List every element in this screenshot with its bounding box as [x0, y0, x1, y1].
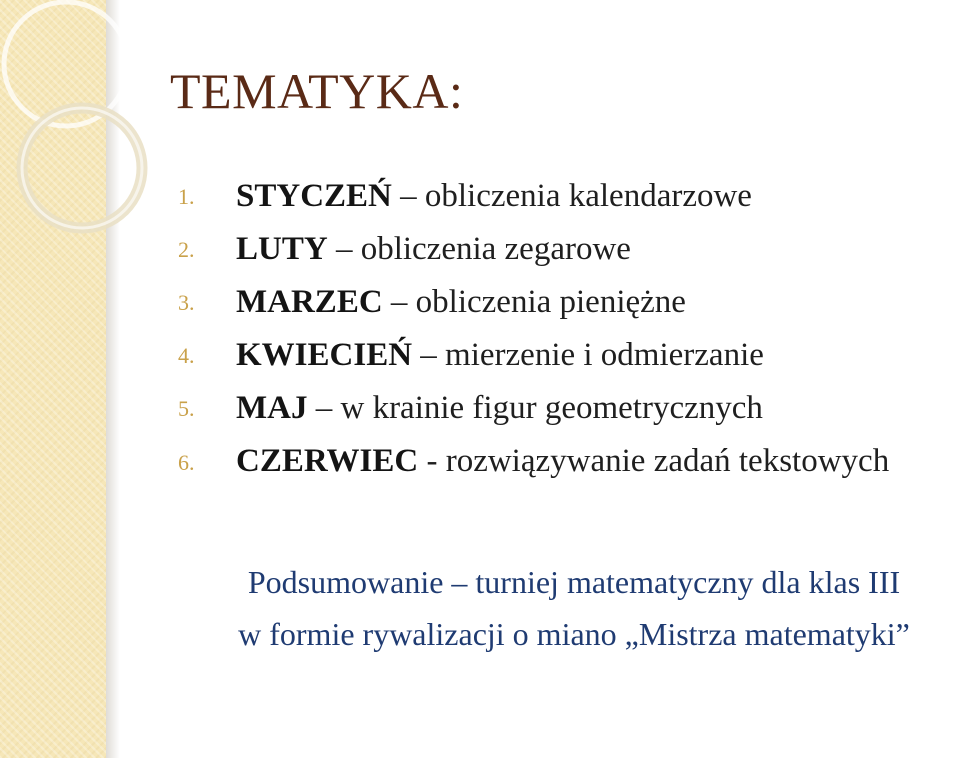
list-item: [178, 276, 948, 329]
summary-line: Podsumowanie – turniej matematyczny dla klas III: [247, 564, 901, 600]
month-name: MAJ: [236, 390, 308, 426]
topic-text: obliczenia kalendarzowe: [424, 178, 752, 214]
list-number: 6.: [178, 450, 195, 475]
topic-text: obliczenia pieniężne: [415, 284, 686, 320]
month-name: MARZEC: [236, 284, 383, 320]
month-name: CZERWIEC: [236, 443, 419, 479]
summary-line: w formie rywalizacji o miano „Mistrza matematyki”: [238, 616, 910, 652]
month-name: LUTY: [236, 231, 328, 267]
separator: –: [391, 178, 425, 214]
list-number: 4.: [178, 343, 195, 368]
slide-title: TEMATYKA:: [170, 63, 464, 119]
list-item: [178, 435, 948, 485]
topic-text: obliczenia zegarowe: [360, 231, 631, 267]
topic-text: rozwiązywanie zadań tekstowych: [445, 443, 890, 479]
list-item: [178, 170, 948, 223]
separator: -: [418, 443, 446, 479]
topics-list: [178, 170, 948, 485]
separator: –: [307, 390, 341, 426]
list-number: 5.: [178, 396, 195, 421]
separator: –: [327, 231, 361, 267]
list-item: [178, 329, 948, 382]
separator: –: [412, 337, 446, 373]
month-name: KWIECIEŃ: [236, 337, 413, 373]
month-name: STYCZEŃ: [236, 178, 392, 214]
list-number: 1.: [178, 184, 195, 209]
separator: –: [382, 284, 416, 320]
list-item: [178, 382, 948, 435]
list-number: 2.: [178, 237, 195, 262]
topic-text: w krainie figur geometrycznych: [340, 390, 763, 426]
decorative-circles: [0, 0, 160, 260]
list-item: [178, 223, 948, 276]
topic-text: mierzenie i odmierzanie: [445, 337, 764, 373]
list-number: 3.: [178, 290, 195, 315]
summary-footer: [188, 556, 960, 660]
